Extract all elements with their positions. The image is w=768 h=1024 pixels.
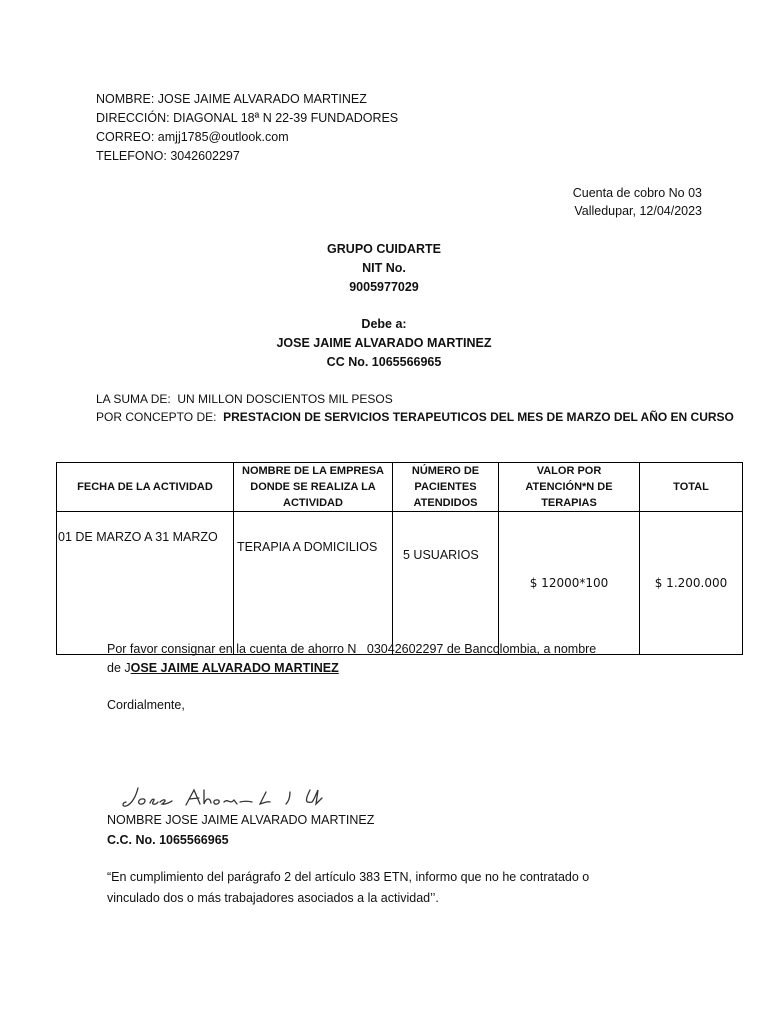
amount-label: LA SUMA DE: — [96, 392, 171, 406]
account-number — [360, 642, 443, 656]
table-row — [57, 512, 743, 655]
payment-name-pre: de J — [107, 661, 131, 675]
amount-value: UN MILLON DOSCIENTOS MIL PESOS — [177, 392, 393, 406]
creditor-name: JOSE JAIME ALVARADO MARTINEZ — [276, 336, 492, 350]
payment-text-post: de Bancolombia, a nombre — [446, 642, 597, 656]
cell-valor: $ 12000*100 — [499, 512, 640, 655]
amount-line — [96, 390, 734, 408]
company-name: GRUPO CUIDARTE — [327, 242, 441, 256]
invoice-meta — [573, 184, 702, 220]
closing-greeting: Cordialmente, — [107, 698, 185, 712]
legal-line-1: “En cumplimiento del parágrafo 2 del artículo 383 ETN, informo que no he contratado o — [107, 870, 590, 884]
sender-address: DIRECCIÓN: DIAGONAL 18ª N 22-39 FUNDADORES — [96, 111, 399, 125]
concept-value: PRESTACION DE SERVICIOS TERAPEUTICOS DEL MES DE MARZO DEL AÑO EN CURSO — [223, 410, 734, 424]
payment-beneficiary: OSE JAIME ALVARADO MARTINEZ — [130, 661, 339, 675]
invoice-number: Cuenta de cobro No 03 — [572, 186, 702, 200]
sender-email: CORREO: amjj1785@outlook.com — [96, 130, 289, 144]
payment-instructions — [107, 640, 596, 678]
payment-line-1 — [107, 640, 596, 659]
sender-info — [96, 90, 398, 166]
creditor-cc: CC No. 1065566965 — [326, 355, 442, 369]
header-pacientes: NÚMERO DE PACIENTES ATENDIDOS — [393, 463, 499, 512]
creditor-block — [0, 315, 768, 372]
cell-total: $ 1.200.000 — [640, 512, 743, 655]
header-total: TOTAL — [640, 463, 743, 512]
concept-label: POR CONCEPTO DE: — [96, 410, 217, 424]
header-valor: VALOR POR ATENCIÓN*N DE TERAPIAS — [499, 463, 640, 512]
cell-empresa: TERAPIA A DOMICILIOS — [234, 512, 393, 655]
company-nit-label: NIT No. — [362, 261, 406, 275]
sender-name: NOMBRE: JOSE JAIME ALVARADO MARTINEZ — [96, 92, 367, 106]
company-block — [0, 240, 768, 297]
signature-block — [107, 810, 374, 850]
activity-table — [56, 462, 743, 655]
account-number-value: 03042602297 — [366, 642, 444, 656]
header-fecha: FECHA DE LA ACTIVIDAD — [57, 463, 234, 512]
table-header-row — [57, 463, 743, 512]
sender-phone: TELEFONO: 3042602297 — [96, 149, 240, 163]
payment-text-pre: Por favor consignar en la cuenta de ahorro N — [107, 642, 357, 656]
cell-fecha: 01 DE MARZO A 31 MARZO — [57, 512, 234, 655]
legal-line-2: vinculado dos o más trabajadores asociados a la actividad’’. — [107, 891, 439, 905]
signer-name: NOMBRE JOSE JAIME ALVARADO MARTINEZ — [107, 813, 375, 827]
concept-line — [96, 408, 734, 426]
company-nit: 9005977029 — [349, 280, 419, 294]
signer-cc: C.C. No. 1065566965 — [107, 833, 229, 847]
payment-line-2 — [107, 659, 596, 678]
cell-pacientes: 5 USUARIOS — [393, 512, 499, 655]
header-empresa: NOMBRE DE LA EMPRESA DONDE SE REALIZA LA ACTIVIDAD — [234, 463, 393, 512]
amount-concept — [96, 390, 734, 426]
legal-statement — [107, 867, 589, 909]
invoice-place-date: Valledupar, 12/04/2023 — [574, 204, 702, 218]
signature-image — [120, 782, 340, 812]
debe-label: Debe a: — [361, 317, 407, 331]
